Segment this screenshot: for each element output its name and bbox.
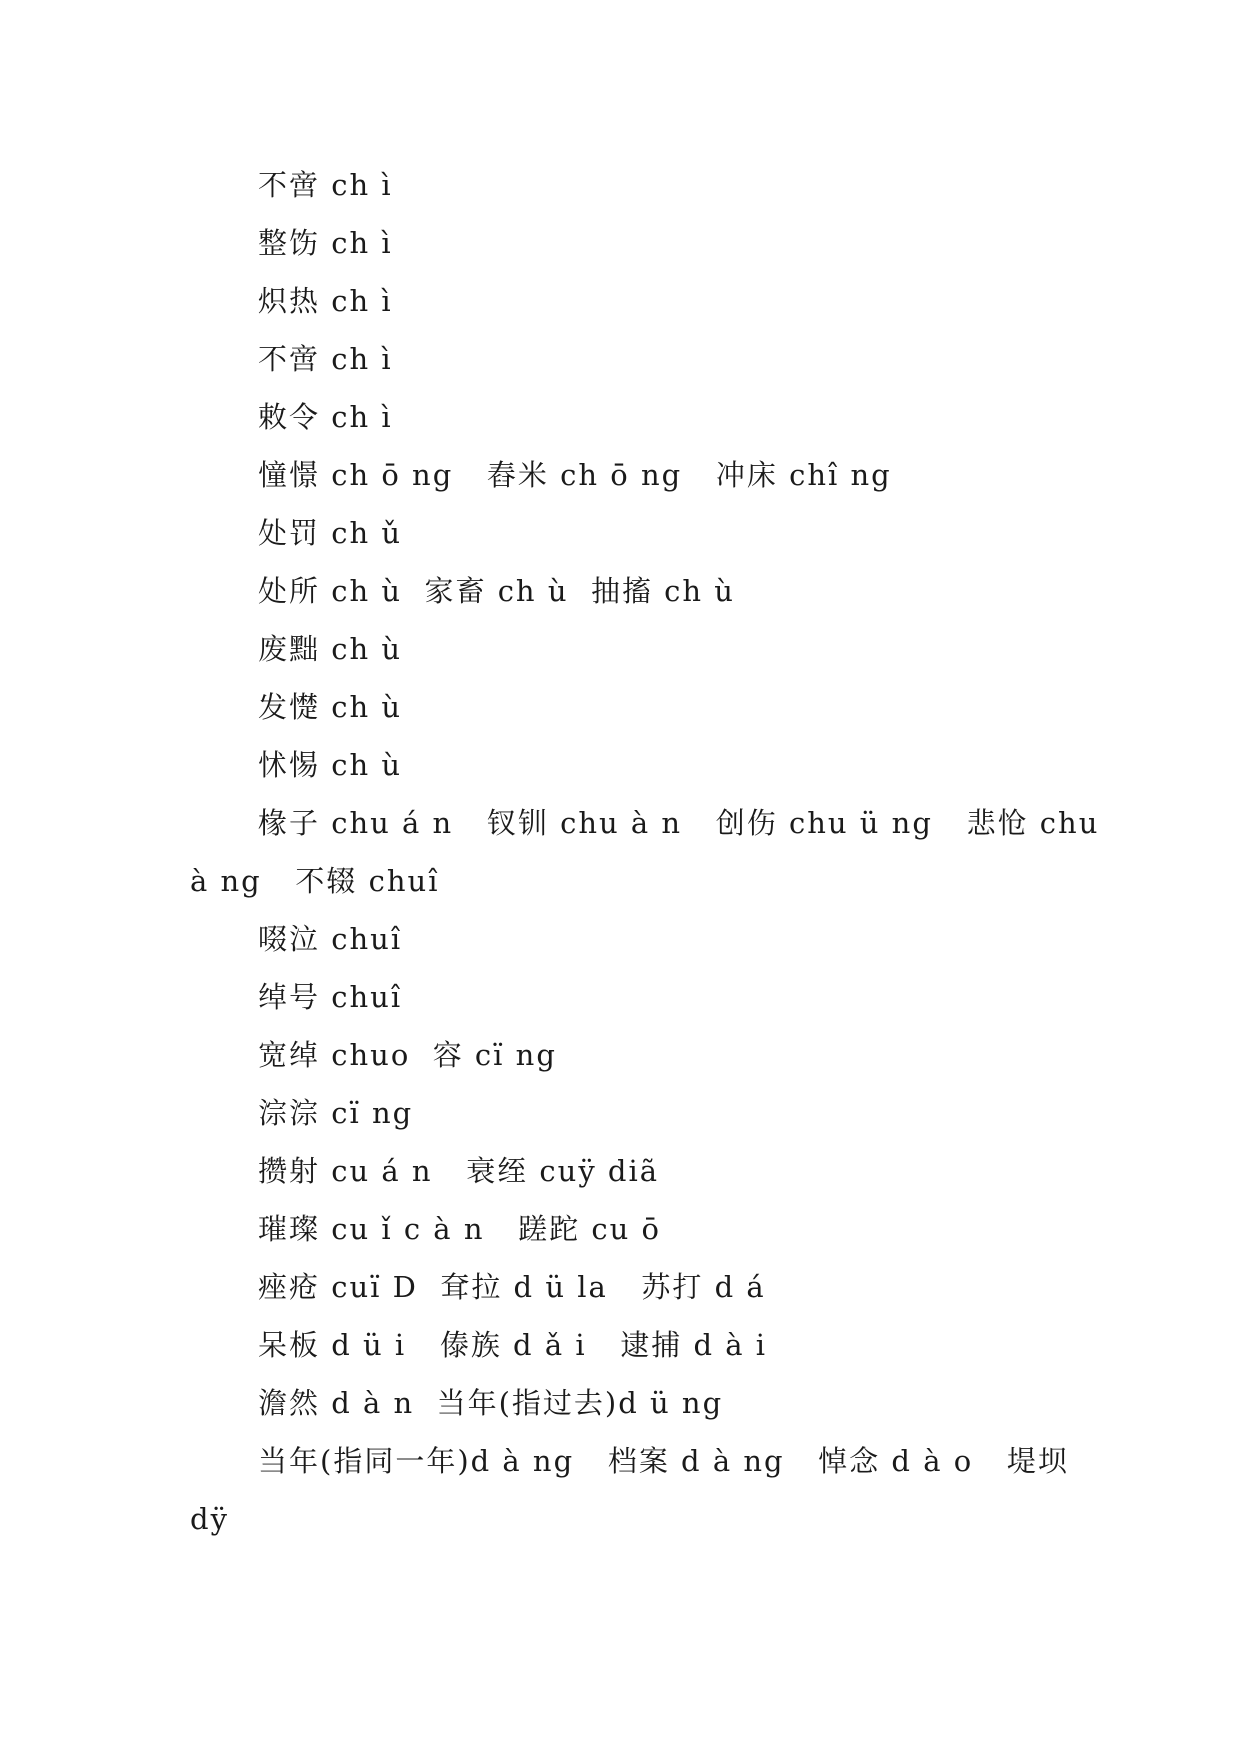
text-line-continuation: dÿ bbox=[190, 1502, 229, 1536]
text-line: 当年(指同一年)d à ng 档案 d à ng 悼念 d à o 堤坝 bbox=[258, 1444, 1069, 1478]
text-line: 不啻 ch ì bbox=[258, 342, 393, 376]
text-line: 憧憬 ch ō ng 舂米 ch ō ng 冲床 chî ng bbox=[258, 458, 892, 492]
text-line: 整饬 ch ì bbox=[258, 226, 393, 260]
text-line: 啜泣 chuî bbox=[258, 922, 403, 956]
text-line: 废黜 ch ù bbox=[258, 632, 403, 666]
text-line: 绰号 chuî bbox=[258, 980, 403, 1014]
text-line: 敕令 ch ì bbox=[258, 400, 393, 434]
text-line: 呆板 d ü i 傣族 d ǎ i 逮捕 d à i bbox=[258, 1328, 768, 1362]
text-line: 处所 ch ù 家畜 ch ù 抽搐 ch ù bbox=[258, 574, 735, 608]
text-line: 淙淙 cï ng bbox=[258, 1096, 414, 1130]
text-line: 不啻 ch ì bbox=[258, 168, 393, 202]
text-line: 发憷 ch ù bbox=[258, 690, 403, 724]
text-line: 椽子 chu á n 钗钏 chu à n 创伤 chu ü ng 悲怆 chu bbox=[258, 806, 1100, 840]
text-line: 攒射 cu á n 衰绖 cuÿ diã bbox=[258, 1154, 660, 1188]
text-line: 怵惕 ch ù bbox=[258, 748, 403, 782]
text-line: 璀璨 cu ǐ c à n 蹉跎 cu ō bbox=[258, 1212, 661, 1246]
text-line: 处罚 ch ǔ bbox=[258, 516, 403, 550]
text-line: 炽热 ch ì bbox=[258, 284, 393, 318]
text-line: 痤疮 cuï D 耷拉 d ü la 苏打 d á bbox=[258, 1270, 766, 1304]
text-line-continuation: à ng 不辍 chuî bbox=[190, 864, 440, 898]
text-line: 宽绰 chuo 容 cï ng bbox=[258, 1038, 557, 1072]
text-line: 澹然 d à n 当年(指过去)d ü ng bbox=[258, 1386, 724, 1420]
